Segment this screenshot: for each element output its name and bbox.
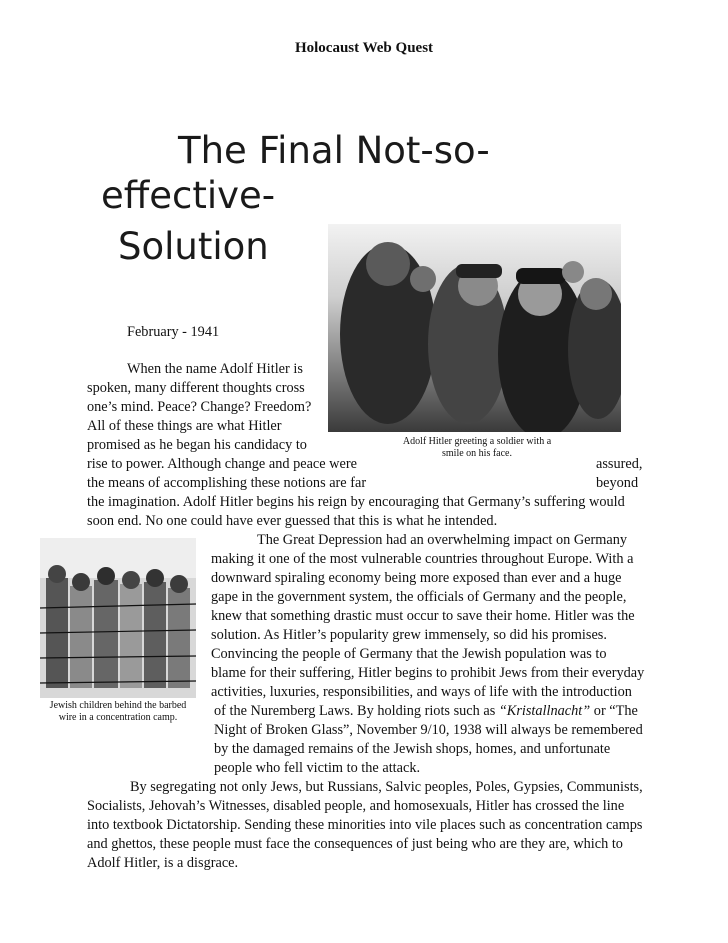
paragraph-2-line: Night of Broken Glass”, November 9/10, 1938 will always be remembered bbox=[214, 722, 643, 738]
paragraph-1-line: rise to power. Although change and peace were bbox=[87, 456, 357, 472]
paragraph-3-line: and ghettos, these people must face the consequences of just being who are they are, which to bbox=[87, 836, 623, 852]
article-date: February - 1941 bbox=[127, 324, 220, 340]
paragraph-1-line: spoken, many different thoughts cross bbox=[87, 380, 305, 396]
paragraph-1-line: one’s mind. Peace? Change? Freedom? bbox=[87, 399, 312, 415]
hitler-photo-caption bbox=[392, 436, 562, 460]
paragraph-2-line: by the damaged remains of the Jewish shops, homes, and unfortunate bbox=[214, 741, 611, 757]
paragraph-3-line: into textbook Dictatorship. Sending these minorities into vile places such as concentration camps bbox=[87, 817, 643, 833]
paragraph-1-line: the imagination. Adolf Hitler begins his reign by encouraging that Germany’s suffering would bbox=[87, 494, 625, 510]
paragraph-2-line: gape in the government system, the officials of Germany and the people, bbox=[211, 589, 627, 605]
paragraph-2-text: of the Nuremberg Laws. By holding riots such as bbox=[214, 703, 499, 719]
paragraph-2-line: people who fell victim to the attack. bbox=[214, 760, 421, 776]
article-title-line-3: Solution bbox=[118, 225, 269, 268]
paragraph-1-line: soon end. No one could have ever guessed that this is what he intended. bbox=[87, 513, 498, 529]
paragraph-1-line: All of these things are what Hitler bbox=[87, 418, 282, 434]
paragraph-1-line: assured, bbox=[596, 456, 643, 472]
paragraph-2-line: blame for their suffering, Hitler begins to prohibit Jews from their everyday bbox=[211, 665, 645, 681]
paragraph-2-line: solution. As Hitler’s popularity grew immensely, so did his promises. bbox=[211, 627, 607, 643]
paragraph-2-line: knew that something drastic must occur to save their home. Hitler was the bbox=[211, 608, 635, 624]
hitler-greeting-photo bbox=[328, 224, 621, 432]
paragraph-2-line bbox=[214, 702, 638, 721]
paragraph-2-line: downward spiraling economy being more exposed than ever and a huge bbox=[211, 570, 622, 586]
hitler-photo-caption-line-2: smile on his face. bbox=[442, 448, 512, 459]
paragraph-3-line: Adolf Hitler, is a disgrace. bbox=[87, 855, 239, 871]
article-title-line-2: effective- bbox=[101, 174, 276, 217]
children-photo-caption-line-1: Jewish children behind the barbed bbox=[49, 700, 187, 711]
paragraph-1-line: promised as he began his candidacy to bbox=[87, 437, 307, 453]
document-header: Holocaust Web Quest bbox=[294, 40, 434, 56]
paragraph-2-line: Convincing the people of Germany that the Jewish population was to bbox=[211, 646, 607, 662]
paragraph-3-line: Socialists, Jehovah’s Witnesses, disabled people, and homosexuals, Hitler has crossed the line bbox=[87, 798, 625, 814]
children-barbed-wire-photo bbox=[40, 538, 196, 698]
paragraph-2-line: making it one of the most vulnerable countries throughout Europe. With a bbox=[211, 551, 634, 567]
paragraph-2-line: activities, luxuries, responsibilities, and ways of life with the introduction bbox=[211, 684, 632, 700]
paragraph-2-text: or “The bbox=[590, 703, 638, 719]
paragraph-3-line: By segregating not only Jews, but Russians, Salvic peoples, Poles, Gypsies, Communists, bbox=[130, 779, 643, 795]
children-barbed-wire-photo-image bbox=[40, 538, 196, 698]
kristallnacht-term: “Kristallnacht” bbox=[498, 703, 591, 719]
paragraph-1-line: When the name Adolf Hitler is bbox=[127, 361, 303, 377]
hitler-photo-caption-line-1: Adolf Hitler greeting a soldier with a bbox=[402, 436, 552, 447]
paragraph-2-line: The Great Depression had an overwhelming impact on Germany bbox=[257, 532, 628, 548]
children-photo-caption-line-2: wire in a concentration camp. bbox=[58, 712, 178, 723]
hitler-greeting-photo-image bbox=[328, 224, 621, 432]
paragraph-1-line: the means of accomplishing these notions are far bbox=[87, 475, 367, 491]
article-title-line-1: The Final Not-so- bbox=[178, 129, 490, 172]
children-photo-caption bbox=[40, 700, 196, 724]
paragraph-1-line: beyond bbox=[596, 475, 639, 491]
